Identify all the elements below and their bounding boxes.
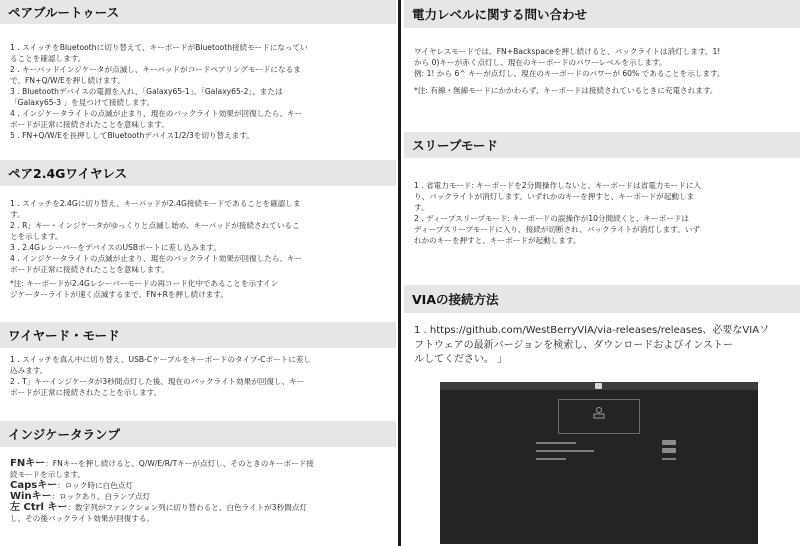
text-line: フトウェアの最新バージョンを検索し、ダウンロードおよびインストー	[414, 339, 733, 351]
via-software-screenshot	[440, 382, 758, 544]
section-title: 電力レベルに関する問い合わせ	[412, 7, 588, 22]
via-logo-icon	[595, 383, 602, 389]
win-key-text: ：ロックあり、白ランプ点灯	[51, 492, 151, 501]
section-header-pair-24g	[0, 160, 396, 186]
text-line: 1 . https://github.com/WestBerryVIA/via-releases/releases、必要なVIAソ	[414, 325, 770, 336]
text-line: 例: 1! から 6^ キーが点灯し、現在のキーボードのパワーが 60% であることを示します。	[414, 69, 725, 78]
note-line: ジケーターライトが速く点滅するまで、FN+Rを押し続けます。	[10, 290, 228, 299]
text-line: ワイヤレスモードでは、FN+Backspaceを押し続けると、バックライトは消灯します。1!	[414, 47, 721, 56]
section-title: ペアブルートゥース	[8, 5, 120, 20]
text-line: ボードが正常に接続されたことを意味します。	[10, 265, 169, 274]
text-line: 4 . インジケータライトの点滅が止まり、現在のバックライト効果が回復したら、キー	[10, 254, 303, 263]
text-line: す。	[10, 210, 25, 219]
fn-key-label: FNキー	[10, 458, 46, 469]
note-line: *注: 有線・無線モードにかかわらず、キーボードは接続されているときに充電されます。	[414, 86, 718, 95]
fn-key-text: ：FNキーを押し続けると、Q/W/E/R/Tキーが点灯し、そのときのキーボード接	[45, 459, 314, 468]
section-title: ペア2.4Gワイヤレス	[8, 166, 128, 181]
wired-mode-instructions	[10, 354, 392, 398]
caps-key-label: Capsキー	[10, 480, 58, 491]
settings-row-label	[536, 450, 594, 452]
section-header-via-connection	[404, 285, 800, 313]
settings-toggle-button	[662, 448, 676, 453]
right-column	[404, 0, 800, 546]
text-line: ボードが正常に接続されたことを意味します。	[10, 120, 169, 129]
power-level-instructions	[414, 46, 796, 96]
keyboard-icon	[592, 406, 606, 420]
pair-bluetooth-instructions	[10, 42, 392, 141]
settings-value	[662, 458, 676, 460]
section-header-power-level	[404, 0, 800, 28]
fn-key-line	[10, 458, 392, 469]
text-line: れかのキーを押すと、キーボードが起動します。	[414, 236, 581, 245]
caps-key-text: ：ロック時に白色点灯	[57, 481, 133, 490]
text-line: り、バックライトが消灯します。いずれかのキーを押すと、キーボードが起動しま	[414, 192, 695, 201]
text-line: す。	[414, 203, 429, 212]
section-title: インジケータランプ	[8, 427, 120, 442]
section-header-wired-mode	[0, 322, 396, 348]
section-title: スリープモード	[412, 138, 498, 153]
section-header-indicator-lamp	[0, 421, 396, 447]
text-line: 2 . T」キーインジケータが3秒間点灯した後、現在のバックライト効果が回復し、キー	[10, 377, 305, 386]
text-line: 続モードを示します。	[10, 470, 86, 479]
text-line: 1 . スイッチを2.4Gに切り替え、キーパッドが2.4G接続モードであることを確認しま	[10, 199, 301, 208]
ctrl-key-text: ：数字列がファンクション列に切り替わると、白色ライトが3秒間点灯	[67, 503, 308, 512]
text-line: 「Galaxy65-3 」を見つけて接続します。	[10, 98, 155, 107]
text-line: 2 . ディープスリープモード: キーボードの誤操作が10分間続くと、キーボードは	[414, 214, 690, 223]
indicator-lamp-descriptions	[10, 458, 392, 524]
text-line: ボードが正常に接続されたことを示します。	[10, 388, 162, 397]
caps-key-line	[10, 480, 392, 491]
text-line: とを示します。	[10, 232, 63, 241]
column-divider	[398, 0, 401, 546]
note-line: *注: キーボードが2.4Gレシーバーモードの再コード化中であることを示すイン	[10, 279, 279, 288]
text-line: 1 . 省電力モード: キーボードを2分間操作しないと、キーボードは省電力モードに入	[414, 181, 702, 190]
text-line: 込みます。	[10, 366, 48, 375]
text-line: 3 . 2.4GレシーバーをデバイスのUSBポートに差し込みます。	[10, 243, 221, 252]
win-key-line	[10, 491, 392, 502]
text-line: で、FN+Q/W/Eを押し続けます。	[10, 76, 125, 85]
text-line: し、その後バックライト効果が回復する。	[10, 514, 155, 523]
text-line: 2 . キーパッドインジケータが点滅し、キーパッドがコードペアリングモードになるま	[10, 65, 301, 74]
text-line: から 0)キーが赤く点灯し、現在のキーボードのパワーレベルを示します。	[414, 58, 667, 67]
section-header-sleep-mode	[404, 132, 800, 158]
text-line: 1 . スイッチを真ん中に切り替え、USB-Cケーブルをキーボードのタイプ-Cポートに差し	[10, 355, 312, 364]
ctrl-key-line	[10, 502, 392, 513]
section-header-pair-bluetooth	[0, 0, 396, 24]
ctrl-key-label: 左 Ctrl キー	[10, 502, 68, 513]
text-line: 4 . インジケータライトの点滅が止まり、現在のバックライト効果が回復したら、キー	[10, 109, 303, 118]
sleep-mode-instructions	[414, 180, 796, 246]
text-line: ることを確認します。	[10, 54, 86, 63]
text-line: ルしてください。 」	[414, 354, 508, 365]
section-title: ワイヤード・モード	[8, 328, 120, 343]
section-title: VIAの接続方法	[412, 292, 499, 307]
settings-toggle-button	[662, 440, 676, 445]
text-line: ディープスリープモードに入り、接続が切断され、バックライトが消灯します。いず	[414, 225, 700, 234]
text-line: 5 . FN+Q/W/Eを長押ししてBluetoothデバイス1/2/3を切り替えます。	[10, 131, 254, 140]
text-line: 3 . Bluetoothデバイスの電源を入れ、「Galaxy65-1」、「Galaxy65-2」、または	[10, 87, 283, 96]
text-line: 1 . スイッチをBluetoothに切り替えて、キーボードがBluetooth接続モードになってい	[10, 43, 308, 52]
settings-row-label	[536, 458, 566, 460]
settings-row-label	[536, 442, 576, 444]
left-column	[0, 0, 396, 546]
via-connection-instructions	[414, 324, 796, 368]
win-key-label: Winキー	[10, 491, 52, 502]
text-line: 2 . R」キー・インジケータがゆっくりと点滅し始め、キーパッドが接続されているこ	[10, 221, 300, 230]
pair-24g-instructions	[10, 198, 392, 300]
